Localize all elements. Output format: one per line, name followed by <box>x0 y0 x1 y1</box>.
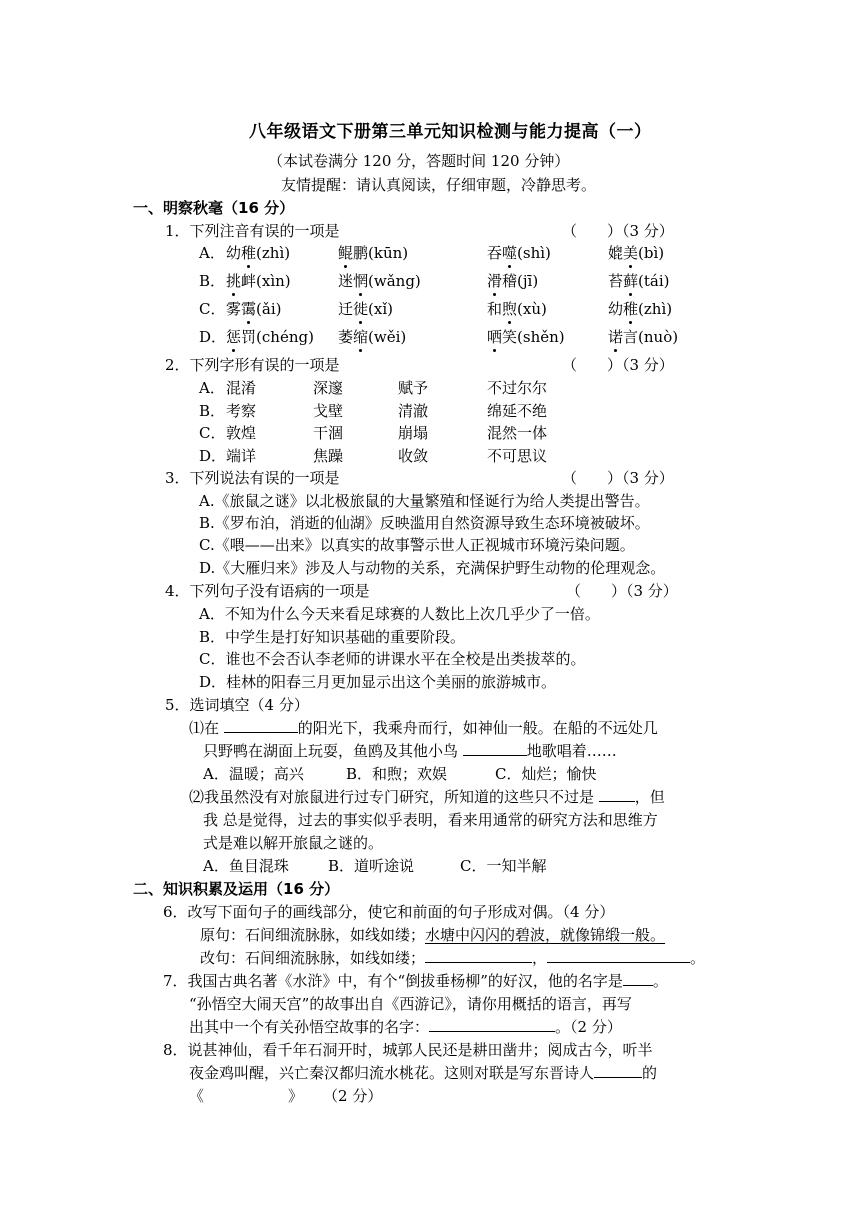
q2-word: 敦煌 <box>226 424 257 442</box>
q8-line1: 8．说甚神仙，看千年石洞开时，城郭人民还是耕田凿井；阅成古今，听半 <box>163 1041 653 1059</box>
q1-word: 诺言(nuò) <box>608 328 679 346</box>
q5-stem: 5．选词填空（4 分） <box>165 696 309 714</box>
q2-word: 赋予 <box>398 379 429 397</box>
q6-blank-2[interactable] <box>547 948 690 963</box>
q5-part1-line2: 只野鸭在湖面上玩耍，鱼鸥及其他小鸟 地歌唱着…… <box>203 742 617 760</box>
q4-option-b: B．中学生是打好知识基础的重要阶段。 <box>199 628 466 646</box>
q1-word: 和煦(xù) <box>487 300 547 318</box>
q3-option-a: A.《旅鼠之谜》以北极旅鼠的大量繁殖和怪诞行为给人类提出警告。 <box>199 492 650 510</box>
q5-part1-option-a: A．温暖；高兴 <box>203 765 304 783</box>
q1-word: 媲美(bì) <box>608 244 665 262</box>
q2-stem: 2．下列字形有误的一项是 <box>165 356 340 374</box>
q5-part1-option-c: C．灿烂；愉快 <box>495 765 597 783</box>
q1-word: 惩罚(chéng) <box>226 328 314 346</box>
subtitle: （本试卷满分 120 分，答题时间 120 分钟） <box>268 152 570 170</box>
q2-word: 绵延不绝 <box>487 402 548 420</box>
q6-blank-1[interactable] <box>425 948 532 963</box>
q7-line2: “孙悟空大闹天宫”的故事出自《西游记》，请你用概括的语言，再写 <box>189 995 632 1013</box>
q1-stem: 1．下列注音有误的一项是 <box>165 222 340 240</box>
q5-part1-line1: ⑴在 的阳光下，我乘舟而行，如神仙一般。在船的不远处几 <box>189 719 658 737</box>
q5-part2-option-b: B．道听途说 <box>328 857 415 875</box>
q6-original: 原句：石间细流脉脉，如线如缕；水塘中闪闪的碧波，就像锦缎一般。 <box>200 926 666 944</box>
q1-word: 萎缩(wěi) <box>338 328 407 346</box>
q2-word: 混然一体 <box>487 424 548 442</box>
q7-line3: 出其中一个有关孙悟空故事的名字： 。（2 分） <box>189 1018 622 1036</box>
q6-stem: 6．改写下面句子的画线部分，使它和前面的句子形成对偶。（4 分） <box>163 903 615 921</box>
q2-score: （ ）（3 分） <box>562 356 674 374</box>
q5-part2-line2: 我 总是觉得，过去的事实似乎表明，看来用通常的研究方法和思维方 <box>203 811 658 829</box>
q1-option-label: C． <box>199 300 226 318</box>
q2-option-label: C． <box>199 424 226 442</box>
q5-blank-2[interactable] <box>463 741 527 756</box>
q5-blank-1[interactable] <box>224 718 298 733</box>
q1-word: 雾霭(ǎi) <box>226 300 282 318</box>
q2-word: 混淆 <box>226 379 257 397</box>
q7-blank-2[interactable] <box>429 1017 555 1032</box>
q7-line1: 7．我国古典名著《水浒》中，有个“倒拔垂杨柳”的好汉，他的名字是 。 <box>163 972 668 990</box>
q1-option-label: D． <box>199 328 227 346</box>
q1-word: 哂笑(shěn) <box>487 328 565 346</box>
q6-revised: 改句：石间细流脉脉，如线如缕； ， 。 <box>200 949 706 967</box>
q1-word: 苔藓(tái) <box>608 272 670 290</box>
q3-option-d: D.《大雁归来》涉及人与动物的关系，充满保护野生动物的伦理观念。 <box>199 559 666 577</box>
q2-word: 端详 <box>226 447 257 465</box>
q2-word: 收敛 <box>398 447 429 465</box>
q3-score: （ ）（3 分） <box>562 469 674 487</box>
q5-part2-line1: ⑵我虽然没有对旅鼠进行过专门研究，所知道的这些只不过是 ，但 <box>189 788 665 806</box>
q5-blank-3[interactable] <box>599 787 635 802</box>
q1-option-label: B． <box>199 272 226 290</box>
reminder: 友情提醒：请认真阅读，仔细审题，冷静思考。 <box>281 176 597 194</box>
page-title: 八年级语文下册第三单元知识检测与能力提高（一） <box>249 122 652 142</box>
q2-word: 深邃 <box>313 379 344 397</box>
q7-blank-1[interactable] <box>623 971 653 986</box>
q2-option-label: A． <box>199 379 225 397</box>
q8-blank-1[interactable] <box>594 1063 642 1078</box>
q3-stem: 3．下列说法有误的一项是 <box>165 469 340 487</box>
q2-word: 不过尔尔 <box>487 379 548 397</box>
q1-word: 鲲鹏(kūn) <box>338 244 409 262</box>
section-2-title: 二、知识积累及运用（16 分） <box>133 880 340 898</box>
q4-option-d: D．桂林的阳春三月更加显示出这个美丽的旅游城市。 <box>199 673 557 691</box>
q2-word: 清澈 <box>398 402 429 420</box>
q1-word: 幼稚(zhì) <box>608 300 673 318</box>
q1-score: （ ）（3 分） <box>562 222 674 240</box>
q1-word: 吞噬(shì) <box>487 244 551 262</box>
q4-option-a: A．不知为什么今天来看足球赛的人数比上次几乎少了一倍。 <box>199 605 600 623</box>
q2-word: 焦躁 <box>313 447 344 465</box>
q5-part2-option-a: A．鱼目混珠 <box>203 857 289 875</box>
q2-word: 戈壁 <box>313 402 344 420</box>
q1-option-label: A． <box>199 244 225 262</box>
q1-word: 幼稚(zhì) <box>226 244 291 262</box>
q4-option-c: C．谁也不会否认李老师的讲课水平在全校是出类拔萃的。 <box>199 650 586 668</box>
q5-part2-option-c: C．一知半解 <box>460 857 547 875</box>
q8-line3: 《 》 （2 分） <box>189 1087 383 1105</box>
q1-word: 挑衅(xìn) <box>226 272 291 290</box>
q2-word: 干涸 <box>313 424 344 442</box>
q6-underlined-part: 水塘中闪闪的碧波，就像锦缎一般。 <box>425 926 666 944</box>
q5-part1-option-b: B．和煦；欢娱 <box>346 765 448 783</box>
q8-line2: 夜金鸡叫醒，兴亡秦汉都归流水桃花。这则对联是写东晋诗人 的 <box>189 1064 658 1082</box>
q2-word: 崩塌 <box>398 424 429 442</box>
q2-word: 不可思议 <box>487 447 548 465</box>
q4-stem: 4．下列句子没有语病的一项是 <box>165 582 370 600</box>
q2-option-label: B． <box>199 402 226 420</box>
q1-word: 滑稽(jī) <box>487 272 539 290</box>
q4-score: （ ）（3 分） <box>566 582 678 600</box>
section-1-title: 一、明察秋毫（16 分） <box>133 199 295 217</box>
q1-word: 迷惘(wǎng) <box>338 272 421 290</box>
q2-word: 考察 <box>226 402 257 420</box>
q5-part2-line3: 式是难以解开旅鼠之谜的。 <box>203 834 384 852</box>
q2-option-label: D． <box>199 447 227 465</box>
q3-option-c: C.《喂——出来》以真实的故事警示世人正视城市环境污染问题。 <box>199 536 635 554</box>
q3-option-b: B.《罗布泊，消逝的仙湖》反映滥用自然资源导致生态环境被破坏。 <box>199 514 650 532</box>
q1-word: 迁徙(xǐ) <box>338 300 393 318</box>
